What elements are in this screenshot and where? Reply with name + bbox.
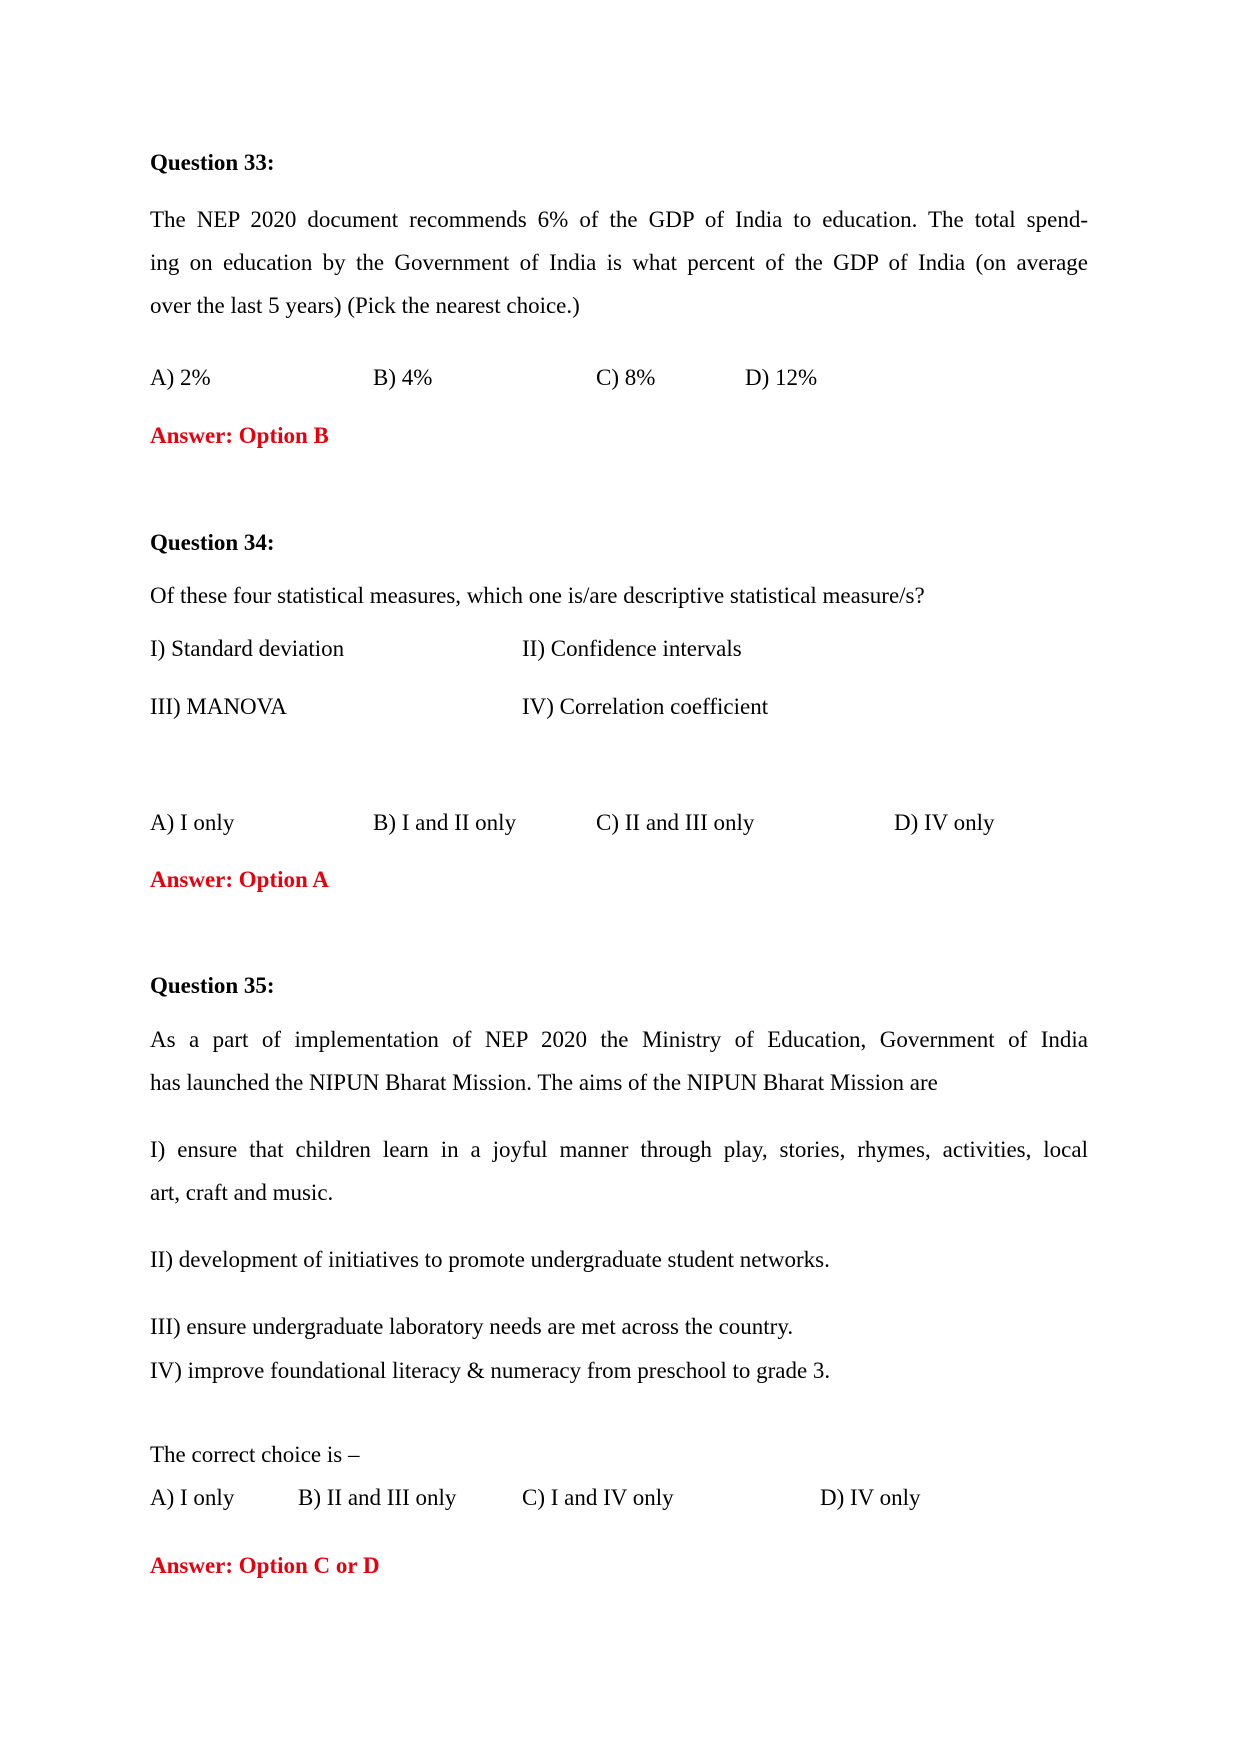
question-34-statement-3: III) MANOVA: [150, 694, 287, 719]
question-33-option-b: B) 4%: [373, 365, 433, 390]
question-34-option-c: C) II and III only: [596, 810, 755, 835]
question-34-statement-1: I) Standard deviation: [150, 636, 345, 661]
question-35-option-a: A) I only: [150, 1485, 235, 1510]
question-33-heading: Question 33:: [150, 150, 275, 175]
question-34-answer: Answer: Option A: [150, 867, 329, 892]
question-33-option-d: D) 12%: [745, 365, 818, 390]
question-35-answer: Answer: Option C or D: [150, 1553, 380, 1578]
question-34-heading: Question 34:: [150, 530, 275, 555]
question-33-stem-line-1: The NEP 2020 document recommends 6% of the GDP of India to education. The total spend-: [150, 207, 1088, 232]
question-35-prompt: The correct choice is –: [150, 1442, 360, 1467]
question-34-statement-2: II) Confidence intervals: [522, 636, 742, 661]
question-33-option-a: A) 2%: [150, 365, 211, 390]
question-35-statement-2: II) development of initiatives to promote undergraduate student networks.: [150, 1247, 830, 1272]
question-35-stem-line-1: As a part of implementation of NEP 2020 the Ministry of Education, Government of India: [150, 1027, 1088, 1052]
question-33-stem-line-3: over the last 5 years) (Pick the nearest choice.): [150, 293, 580, 318]
question-35-option-c: C) I and IV only: [522, 1485, 674, 1510]
question-34-option-d: D) IV only: [894, 810, 995, 835]
question-35-heading: Question 35:: [150, 973, 275, 998]
question-34-stem: Of these four statistical measures, which one is/are descriptive statistical measure/s?: [150, 583, 925, 608]
question-35-statement-1-cont: art, craft and music.: [150, 1180, 334, 1205]
question-33-stem-line-2: ing on education by the Government of India is what percent of the GDP of India (on average: [150, 250, 1088, 275]
question-35-option-d: D) IV only: [820, 1485, 921, 1510]
question-34-statement-4: IV) Correlation coefficient: [522, 694, 769, 719]
question-35-statement-1: I) ensure that children learn in a joyful manner through play, stories, rhymes, activities, local: [150, 1137, 1088, 1162]
question-33-option-c: C) 8%: [596, 365, 656, 390]
question-35-statement-4: IV) improve foundational literacy & numeracy from preschool to grade 3.: [150, 1358, 831, 1383]
question-35-option-b: B) II and III only: [298, 1485, 457, 1510]
question-34-option-b: B) I and II only: [373, 810, 517, 835]
question-34-option-a: A) I only: [150, 810, 235, 835]
question-35-statement-3: III) ensure undergraduate laboratory needs are met across the country.: [150, 1314, 794, 1339]
question-35-stem-line-2: has launched the NIPUN Bharat Mission. The aims of the NIPUN Bharat Mission are: [150, 1070, 938, 1095]
question-33-answer: Answer: Option B: [150, 423, 329, 448]
